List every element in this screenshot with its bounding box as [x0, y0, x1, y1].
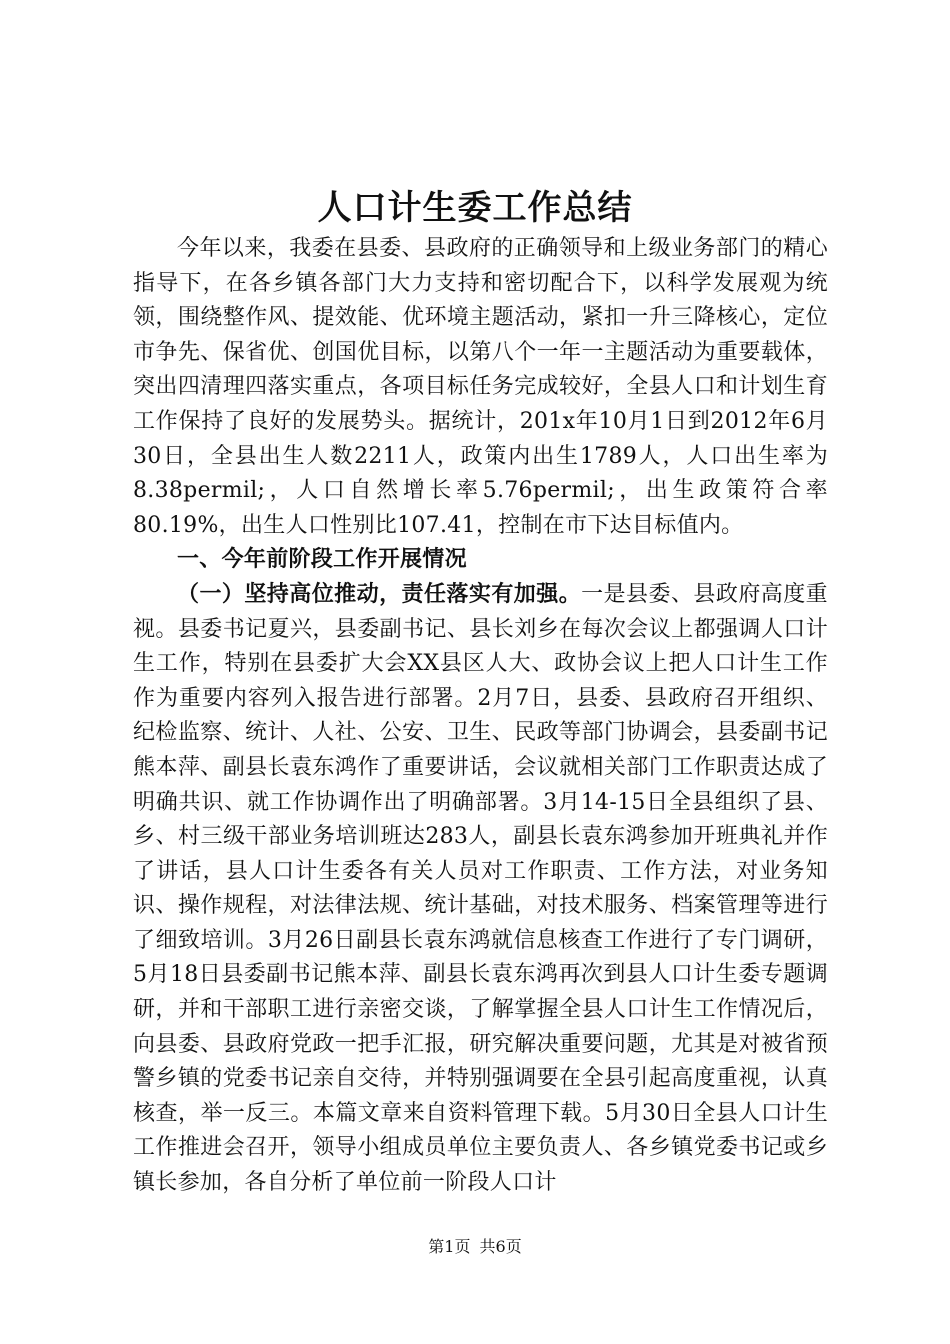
page-total: 共6页: [479, 1237, 522, 1256]
page-number: 第1页: [428, 1237, 471, 1256]
page-footer: [0, 1236, 950, 1258]
document-body: [133, 232, 828, 1201]
subsection-body: 一是县委、县政府高度重视。县委书记夏兴，县委副书记、县长刘乡在每次会议上都强调人口计生工作，特别在县委扩大会XX县区人大、政协会议上把人口计生工作作为重要内容列入报告进行部署。2月7日，县委、县政府召开组织、纪检监察、统计、人社、公安、卫生、民政等部门协调会，县委副书记熊本萍、副县长袁东鸿作了重要讲话，会议就相关部门工作职责达成了明确共识、就工作协调作出了明确部署。3月14-15日全县组织了县、乡、村三级干部业务培训班达283人，副县长袁东鸿参加开班典礼并作了讲话，县人口计生委各有关人员对工作职责、工作方法，对业务知识、操作规程，对法律法规、统计基础，对技术服务、档案管理等进行了细致培训。3月26日副县长袁东鸿就信息核查工作进行了专门调研，5月18日县委副书记熊本萍、副县长袁东鸿再次到县人口计生委专题调研，并和干部职工进行亲密交谈，了解掌握全县人口计生工作情况后，向县委、县政府党政一把手汇报，研究解决重要问题，尤其是对被省预警乡镇的党委书记亲自交待，并特别强调要在全县引起高度重视，认真核查，举一反三。本篇文章来自资料管理下载。5月30日全县人口计生工作推进会召开，领导小组成员单位主要负责人、各乡镇党委书记或乡镇长参加，各自分析了单位前一阶段人口计: [133, 581, 828, 1196]
subsection-lead: （一）坚持高位推动，责任落实有加强。: [177, 581, 582, 607]
document-title: 人口计生委工作总结: [317, 188, 633, 228]
intro-paragraph: 今年以来，我委在县委、县政府的正确领导和上级业务部门的精心指导下，在各乡镇各部门大力支持和密切配合下，以科学发展观为统领，围绕整作风、提效能、优环境主题活动，紧扣一升三降核心，定位市争先、保省优、创国优目标，以第八个一年一主题活动为重要载体，突出四清理四落实重点，各项目标任务完成较好，全县人口和计划生育工作保持了良好的发展势头。据统计，201x年10月1日到2012年6月30日，全县出生人数2211人，政策内出生1789人，人口出生率为8.38permil;，人口自然增长率5.76permil;，出生政策符合率80.19%，出生人口性别比107.41，控制在市下达目标值内。: [133, 236, 828, 538]
subsection-paragraph: [133, 578, 828, 1201]
section-heading: 一、今年前阶段工作开展情况: [177, 547, 467, 573]
